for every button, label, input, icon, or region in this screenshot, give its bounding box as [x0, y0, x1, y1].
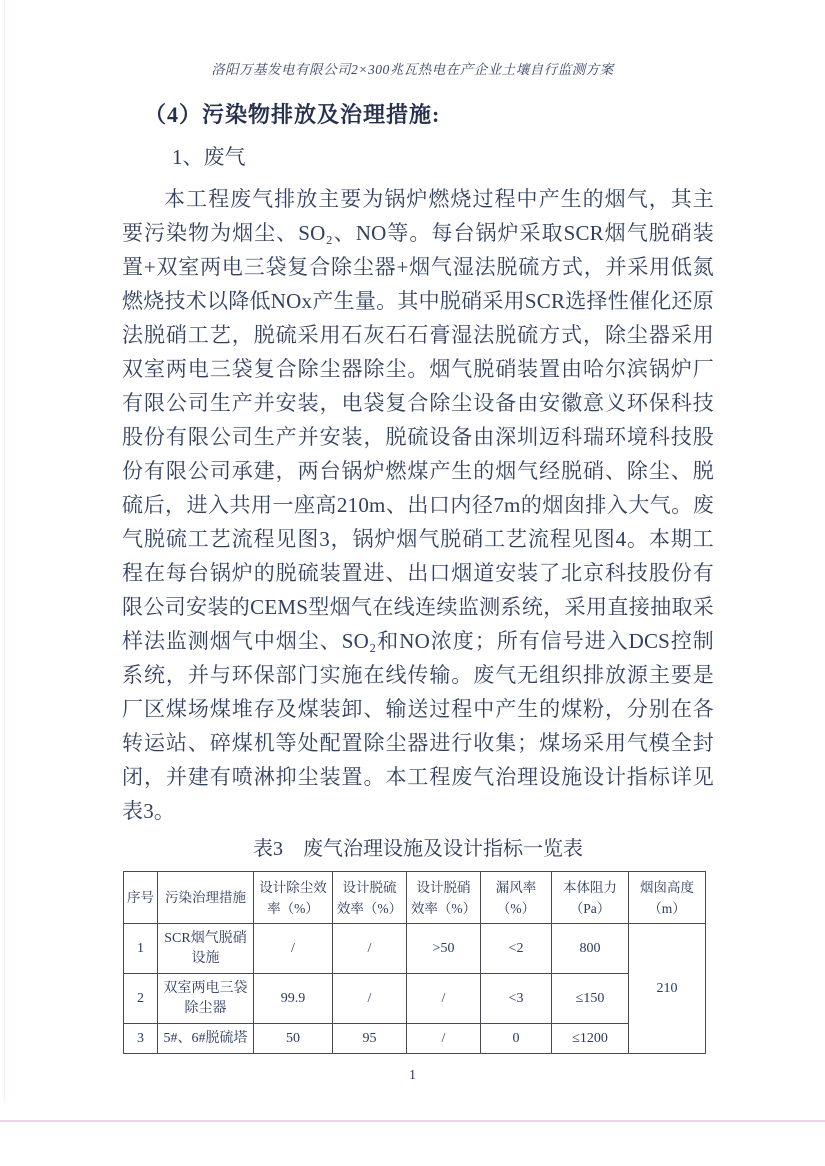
- header-cell-stack-height: 烟囱高度（m）: [629, 872, 706, 924]
- header-cell-denitr-efficiency: 设计脱硝效率（%）: [407, 872, 481, 924]
- cell-resistance: ≤150: [552, 974, 629, 1024]
- cell-leak-rate: <3: [481, 974, 552, 1024]
- subsection-title: 1、废气: [172, 145, 246, 169]
- cell-resistance: 800: [552, 924, 629, 974]
- page-number: 1: [409, 1068, 416, 1083]
- doc-header: 洛阳万基发电有限公司2×300兆瓦热电在产企业土壤自行监测方案: [211, 62, 614, 77]
- cell-measure: 双室两电三袋除尘器: [158, 974, 254, 1024]
- header-cell-no: 序号: [124, 872, 158, 924]
- cell-desulf-efficiency: /: [333, 974, 407, 1024]
- cell-no: 1: [124, 924, 158, 974]
- cell-no: 2: [124, 974, 158, 1024]
- table-row: [124, 924, 706, 974]
- cell-resistance: ≤1200: [552, 1024, 629, 1054]
- cell-denitr-efficiency: /: [407, 974, 481, 1024]
- table-header-row: [124, 872, 706, 924]
- cell-stack-height: 210: [629, 924, 706, 1054]
- cell-desulf-efficiency: 95: [333, 1024, 407, 1054]
- document-content: [122, 100, 714, 1054]
- pollution-table: [123, 871, 706, 1054]
- header-cell-desulf-efficiency: 设计脱硫效率（%）: [333, 872, 407, 924]
- section-title: （4）污染物排放及治理措施:: [144, 102, 441, 127]
- body-paragraph: 本工程废气排放主要为锅炉燃烧过程中产生的烟气，其主要污染物为烟尘、SO₂、NO等。每台锅炉采取SCR烟气脱硝装置+双室两电三袋复合除尘器+烟气湿法脱硫方式，并采用低氮燃烧技术以降低NOx产生量。其中脱硝采用SCR选择性催化还原法脱硝工艺，脱硫采用石灰石石膏湿法脱硫方式，除尘器采用双室两电三袋复合除尘器除尘。烟气脱硝装置由哈尔滨锅炉厂有限公司生产并安装，电袋复合除尘设备由安徽意义环保科技股份有限公司生产并安装，脱硫设备由深圳迈科瑞环境科技股份有限公司承建，两台锅炉燃煤产生的烟气经脱硝、除尘、脱硫后，进入共用一座高210m、出口内径7m的烟囱排入大气。废气脱硫工艺流程见图3，锅炉烟气脱硝工艺流程见图4。本期工程在每台锅炉的脱硫装置进、出口烟道安装了北京科技股份有限公司安装的CEMS型烟气在线连续监测系统，采用直接抽取采样法监测烟气中烟尘、SO₂和NO浓度；所有信号进入DCS控制系统，并与环保部门实施在线传输。废气无组织排放源主要是厂区煤场煤堆存及煤装卸、输送过程中产生的煤粉，分别在各转运站、碎煤机等处配置除尘器进行收集；煤场采用气模全封闭，并建有喷淋抑尘装置。本工程废气治理设施设计指标详见表3。: [122, 187, 714, 823]
- table-caption: 表3 废气治理设施及设计指标一览表: [253, 838, 583, 860]
- cell-measure: 5#、6#脱硫塔: [158, 1024, 254, 1054]
- scan-artifact-bottom-line: [0, 1120, 825, 1122]
- cell-leak-rate: <2: [481, 924, 552, 974]
- cell-denitr-efficiency: /: [407, 1024, 481, 1054]
- scan-artifact-left-line: [4, 0, 5, 1100]
- cell-denitr-efficiency: >50: [407, 924, 481, 974]
- cell-desulf-efficiency: /: [333, 924, 407, 974]
- cell-measure: SCR烟气脱硝设施: [158, 924, 254, 974]
- cell-no: 3: [124, 1024, 158, 1054]
- table-row: [124, 974, 706, 1024]
- cell-dust-efficiency: 50: [254, 1024, 333, 1054]
- header-cell-measure: 污染治理措施: [158, 872, 254, 924]
- table-row: [124, 1024, 706, 1054]
- header-cell-resistance: 本体阻力（Pa）: [552, 872, 629, 924]
- cell-dust-efficiency: /: [254, 924, 333, 974]
- header-cell-leak-rate: 漏风率（%）: [481, 872, 552, 924]
- cell-leak-rate: 0: [481, 1024, 552, 1054]
- header-cell-dust-efficiency: 设计除尘效率（%）: [254, 872, 333, 924]
- cell-dust-efficiency: 99.9: [254, 974, 333, 1024]
